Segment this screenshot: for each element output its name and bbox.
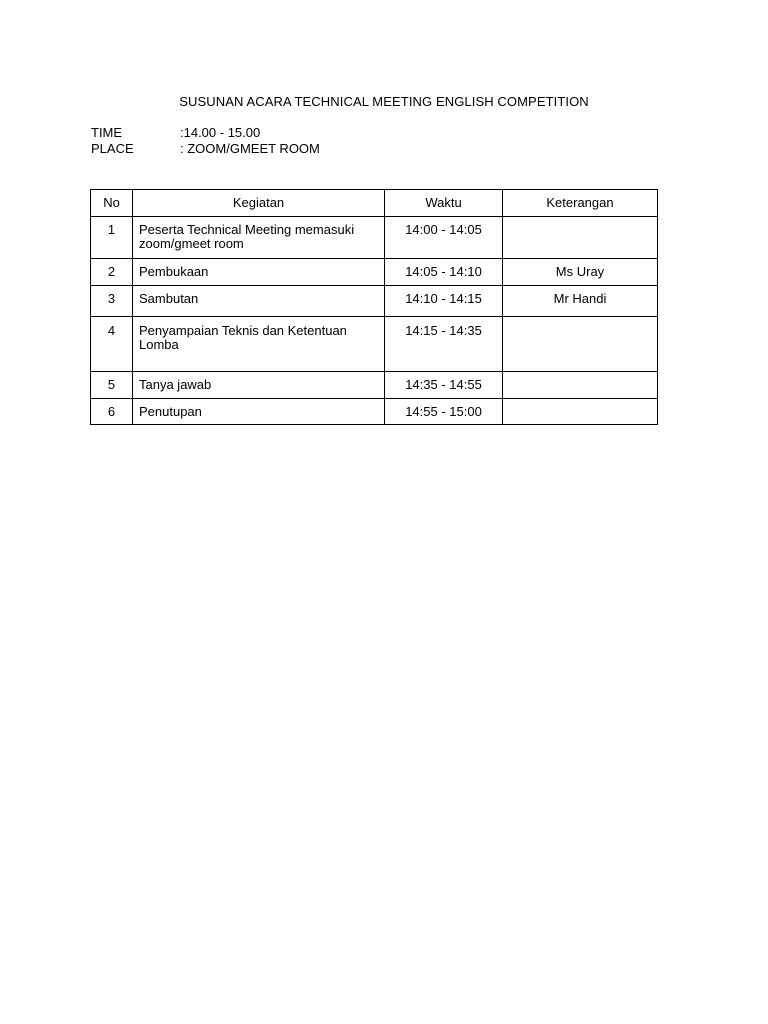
meta-row-place — [91, 141, 320, 157]
cell-kegiatan: Tanya jawab — [133, 372, 385, 399]
document-title: SUSUNAN ACARA TECHNICAL MEETING ENGLISH COMPETITION — [179, 94, 589, 109]
cell-waktu: 14:35 - 14:55 — [385, 372, 503, 399]
header-keterangan: Keterangan — [503, 190, 658, 217]
meta-info — [91, 125, 320, 157]
cell-waktu: 14:05 - 14:10 — [385, 259, 503, 286]
table-row — [91, 286, 658, 317]
meta-row-time — [91, 125, 320, 141]
cell-kegiatan: Sambutan — [133, 286, 385, 317]
time-value: :14.00 - 15.00 — [180, 125, 261, 140]
cell-keterangan — [503, 399, 658, 425]
cell-waktu: 14:15 - 14:35 — [385, 317, 503, 372]
schedule-table — [90, 189, 658, 425]
header-kegiatan: Kegiatan — [133, 190, 385, 217]
table-row — [91, 399, 658, 425]
cell-kegiatan: Penyampaian Teknis dan Ketentuan Lomba — [133, 317, 385, 372]
cell-keterangan — [503, 317, 658, 372]
cell-kegiatan: Penutupan — [133, 399, 385, 425]
header-no: No — [91, 190, 133, 217]
cell-no: 2 — [91, 259, 133, 286]
table-header-row — [91, 190, 658, 217]
time-label: TIME — [91, 125, 123, 140]
cell-no: 3 — [91, 286, 133, 317]
cell-no: 5 — [91, 372, 133, 399]
cell-keterangan — [503, 372, 658, 399]
cell-kegiatan: Peserta Technical Meeting memasuki zoom/gmeet room — [133, 217, 385, 259]
cell-keterangan: Ms Uray — [503, 259, 658, 286]
cell-keterangan: Mr Handi — [503, 286, 658, 317]
cell-no: 1 — [91, 217, 133, 259]
place-label: PLACE — [91, 141, 134, 156]
cell-waktu: 14:55 - 15:00 — [385, 399, 503, 425]
cell-keterangan — [503, 217, 658, 259]
cell-no: 4 — [91, 317, 133, 372]
cell-kegiatan: Pembukaan — [133, 259, 385, 286]
cell-no: 6 — [91, 399, 133, 425]
table-row — [91, 372, 658, 399]
cell-waktu: 14:10 - 14:15 — [385, 286, 503, 317]
header-waktu: Waktu — [385, 190, 503, 217]
place-value: : ZOOM/GMEET ROOM — [180, 141, 320, 156]
table-row — [91, 317, 658, 372]
table-row — [91, 217, 658, 259]
cell-waktu: 14:00 - 14:05 — [385, 217, 503, 259]
table-row — [91, 259, 658, 286]
